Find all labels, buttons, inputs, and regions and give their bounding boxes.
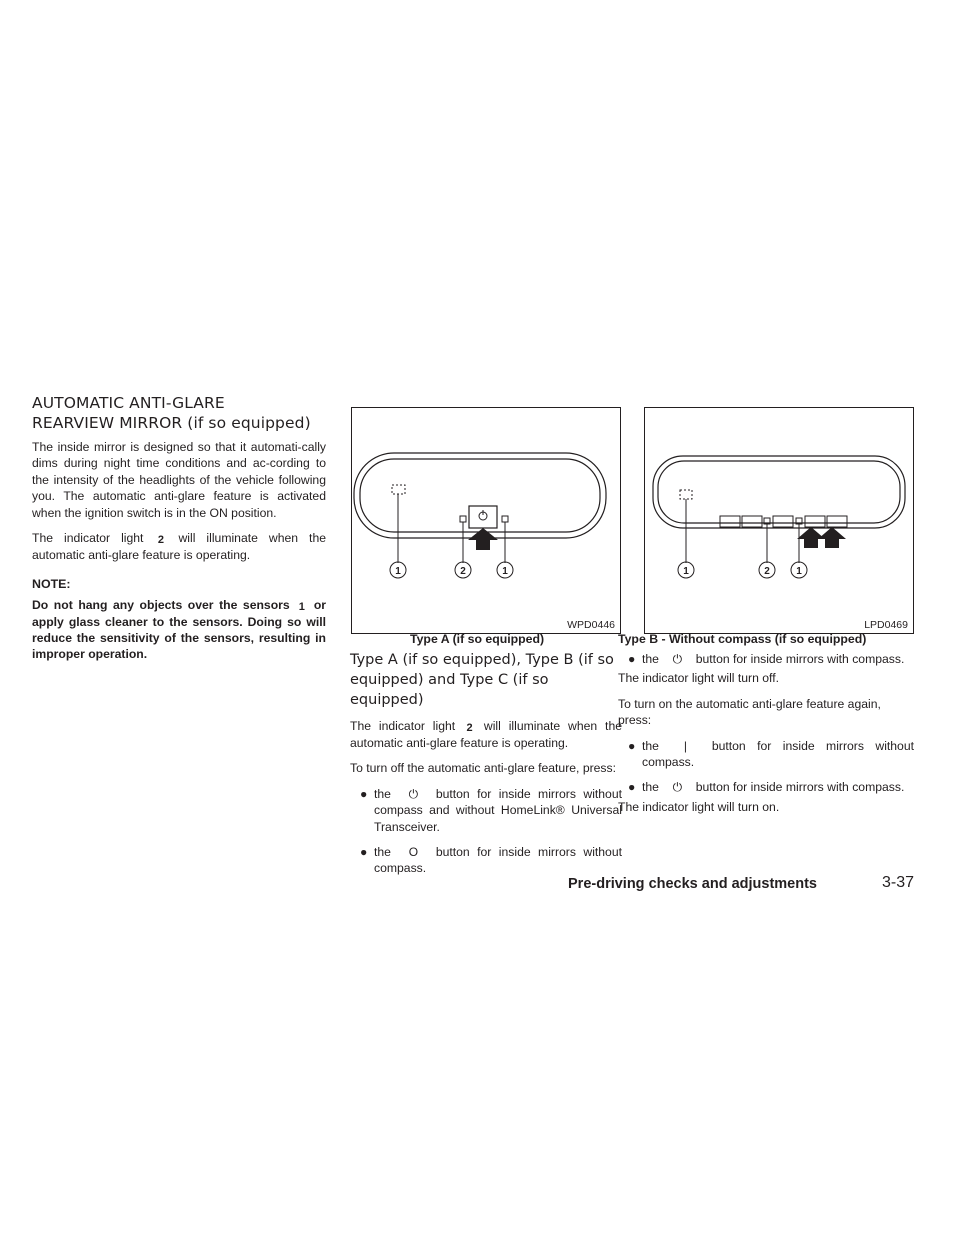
figure-code: WPD0446 — [567, 619, 615, 631]
footer-section-title: Pre-driving checks and adjustments — [568, 876, 817, 892]
intro-paragraph: The inside mirror is designed so that it automati-cally dims during night time conditions and ac-cording to the intensity of the headlights of the vehicle following you. The automatic anti-glare feature is activated when the ignition switch is in the ON position. — [32, 440, 326, 520]
turn-on-intro: To turn on the automatic anti-glare feature again, press: — [618, 696, 881, 728]
on-button-glyph: | — [683, 738, 687, 753]
figure-caption-a: Type A (if so equipped) — [410, 632, 545, 646]
figure-code: LPD0469 — [864, 619, 908, 631]
mirror-type-a-illustration — [352, 408, 620, 633]
section-column — [32, 393, 326, 662]
note-label: NOTE: — [32, 577, 71, 592]
power-icon: ⏻ — [672, 652, 683, 666]
callout-1b-label: 1 — [796, 566, 802, 577]
types-column — [350, 650, 622, 886]
arrow-icon — [468, 528, 498, 550]
note-text: Do not hang any objects over the sensors 1 or apply glass cleaner to the sensors. Doing so will reduce the sensitivity of the sensors, resulting in improper operation. — [32, 598, 326, 662]
turn-off-intro: To turn off the automatic anti-glare feature, press: — [350, 761, 617, 776]
callout-1b-label: 1 — [502, 566, 508, 577]
callout-2-marker: 2 — [466, 722, 473, 734]
bullet-on-2: ● the ⏻ button for inside mirrors with compass. — [628, 780, 905, 795]
figure-type-a — [351, 407, 621, 634]
callout-2-marker: 2 — [157, 534, 165, 547]
types-title: Type A (if so equipped), Type B (if so equipped) and Type C (if so equipped) — [350, 652, 614, 708]
arrow-icon — [818, 527, 846, 548]
page-number: 3-37 — [882, 874, 915, 891]
figure-caption-b: Type B - Without compass (if so equipped) — [618, 632, 867, 646]
indicator-paragraph: The indicator light 2 will illuminate when the automatic anti-glare feature is operating. — [32, 531, 326, 563]
callout-2-label: 2 — [460, 566, 466, 577]
callout-2-label: 2 — [764, 566, 770, 577]
turned-off-text: The indicator light will turn off. — [618, 671, 779, 686]
mirror-type-b-illustration — [645, 408, 913, 633]
section-title: AUTOMATIC ANTI-GLARE REARVIEW MIRROR (if so equipped) — [32, 394, 311, 432]
bullet-off-1: ● the ⏻ button for inside mirrors without compass and without HomeLink® Universal Transceiver. — [360, 786, 623, 834]
bullet-off-2: ● the O button for inside mirrors without compass. — [360, 845, 623, 876]
callout-1-marker: 1 — [298, 601, 305, 614]
callout-1-label: 1 — [683, 566, 689, 577]
types-indicator-paragraph: The indicator light 2 will illuminate when the automatic anti-glare feature is operating. — [350, 719, 623, 750]
figure-type-b — [644, 407, 914, 634]
power-icon: ⏻ — [408, 786, 419, 801]
turned-on-text: The indicator light will turn on. — [618, 799, 780, 814]
power-icon: ⏻ — [672, 780, 683, 795]
types-continued-column — [618, 651, 914, 824]
callout-1-label: 1 — [395, 566, 401, 577]
bullet-off-3: ● the ⏻ button for inside mirrors with compass. — [628, 652, 905, 666]
bullet-on-1: ● the | button for inside mirrors without compass. — [628, 738, 915, 770]
off-button-glyph: O — [408, 845, 419, 860]
